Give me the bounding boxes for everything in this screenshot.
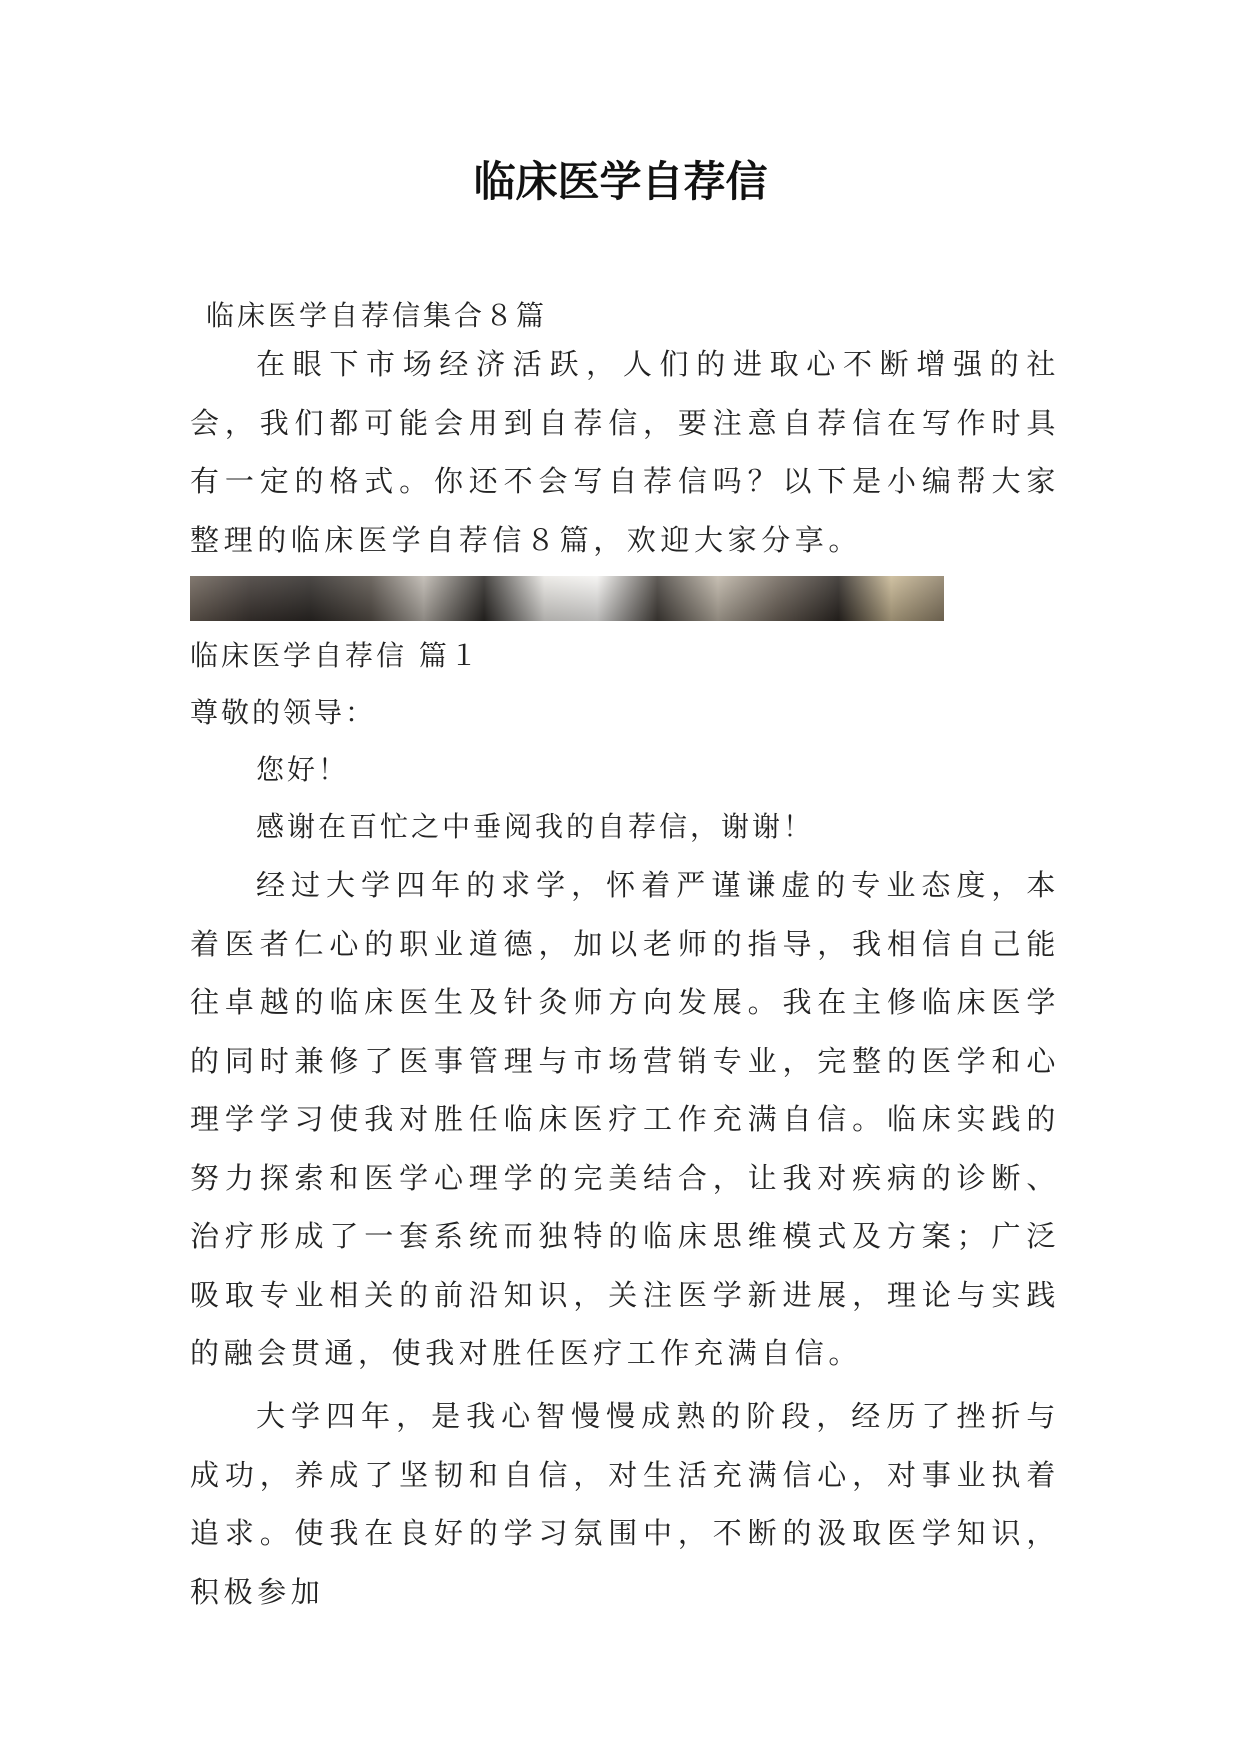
thanks-line: 感谢在百忙之中垂阅我的自荐信，谢谢！ — [256, 810, 815, 843]
salutation: 尊敬的领导： — [190, 696, 377, 729]
document-title: 临床医学自荐信 — [473, 157, 768, 206]
banner-photo — [190, 576, 944, 621]
section-heading: 临床医学自荐信 篇１ — [190, 639, 481, 672]
body-paragraph-2: 大学四年，是我心智慢慢成熟的阶段，经历了挫折与成功，养成了坚韧和自信，对生活充满信心，对事业执着追求。使我在良好的学习氛围中，不断的汲取医学知识，积极参加 — [190, 1399, 1060, 1609]
greeting: 您好！ — [256, 753, 350, 786]
intro-paragraph: 在眼下市场经济活跃，人们的进取心不断增强的社会，我们都可能会用到自荐信，要注意自荐信在写作时具有一定的格式。你还不会写自荐信吗？以下是小编帮大家整理的临床医学自荐信８篇，欢迎大家分享。 — [190, 347, 1060, 557]
document-subtitle: 临床医学自荐信集合８篇 — [206, 299, 548, 332]
body-paragraph-1: 经过大学四年的求学，怀着严谨谦虚的专业态度，本着医者仁心的职业道德，加以老师的指导，我相信自己能往卓越的临床医生及针灸师方向发展。我在主修临床医学的同时兼修了医事管理与市场营销专业，完整的医学和心理学学习使我对胜任临床医疗工作充满自信。临床实践的努力探索和医学心理学的完美结合，让我对疾病的诊断、治疗形成了一套系统而独特的临床思维模式及方案；广泛吸取专业相关的前沿知识，关注医学新进展，理论与实践的融会贯通，使我对胜任医疗工作充满自信。 — [190, 868, 1060, 1370]
